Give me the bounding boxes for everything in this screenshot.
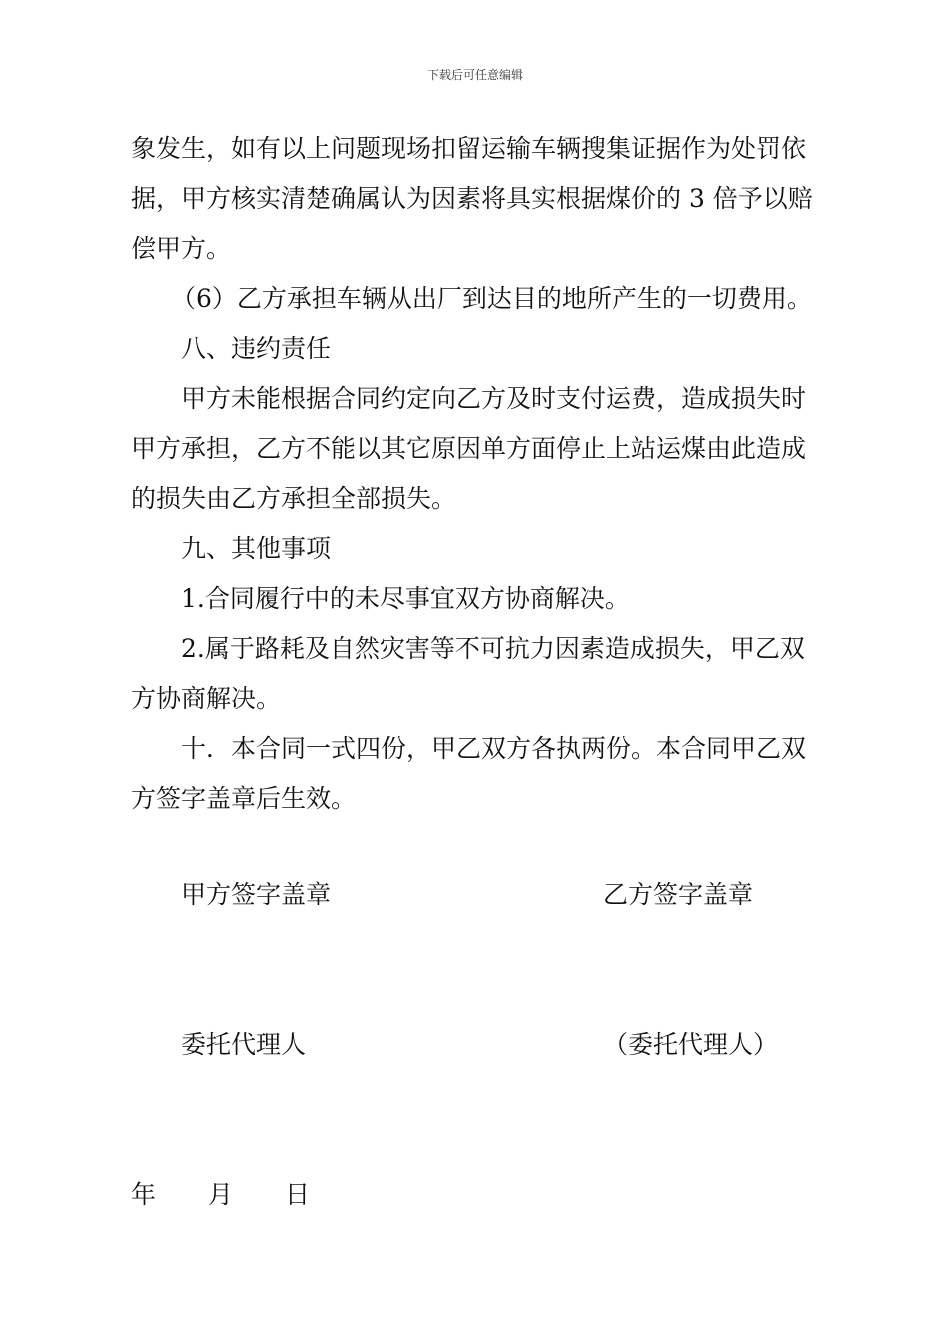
- other-item-1: 1.合同履行中的未尽事宜双方协商解决。: [181, 584, 630, 613]
- section-heading-other: 九、其他事项: [181, 534, 332, 563]
- paragraph-line: 偿甲方。: [131, 234, 232, 263]
- section-ten: 十．本合同一式四份，甲乙双方各执两份。本合同甲乙双: [181, 734, 807, 763]
- party-a-seal-label: 甲方签字盖章: [181, 880, 332, 909]
- date-line: [131, 1170, 310, 1220]
- clause-6: （6）乙方承担车辆从出厂到达目的地所产生的一切费用。: [171, 284, 812, 313]
- paragraph-line: 据，甲方核实清楚确属认为因素将具实根据煤价的 3 倍予以赔: [131, 184, 813, 213]
- page-header: 下载后可任意编辑: [426, 68, 523, 82]
- seal-row: [0, 870, 950, 920]
- date-day: 日: [285, 1180, 311, 1209]
- party-b-agent-label: （委托代理人）: [603, 1030, 779, 1059]
- other-item-2: 2.属于路耗及自然灾害等不可抗力因素造成损失，甲乙双: [181, 634, 805, 663]
- party-b-seal-label: 乙方签字盖章: [603, 880, 754, 909]
- date-year: 年: [131, 1180, 157, 1209]
- party-a-agent-label: 委托代理人: [181, 1030, 307, 1059]
- paragraph-line: 方协商解决。: [131, 684, 282, 713]
- paragraph-line: 的损失由乙方承担全部损失。: [131, 484, 457, 513]
- paragraph-line: 象发生，如有以上问题现场扣留运输车辆搜集证据作为处罚依: [131, 134, 807, 163]
- paragraph-line: 甲方未能根据合同约定向乙方及时支付运费，造成损失时: [181, 384, 807, 413]
- date-month: 月: [208, 1180, 234, 1209]
- contract-body: [131, 124, 821, 824]
- section-heading-breach: 八、违约责任: [181, 334, 332, 363]
- agent-row: [0, 1020, 950, 1070]
- paragraph-line: 甲方承担，乙方不能以其它原因单方面停止上站运煤由此造成: [131, 434, 807, 463]
- paragraph-line: 方签字盖章后生效。: [131, 784, 357, 813]
